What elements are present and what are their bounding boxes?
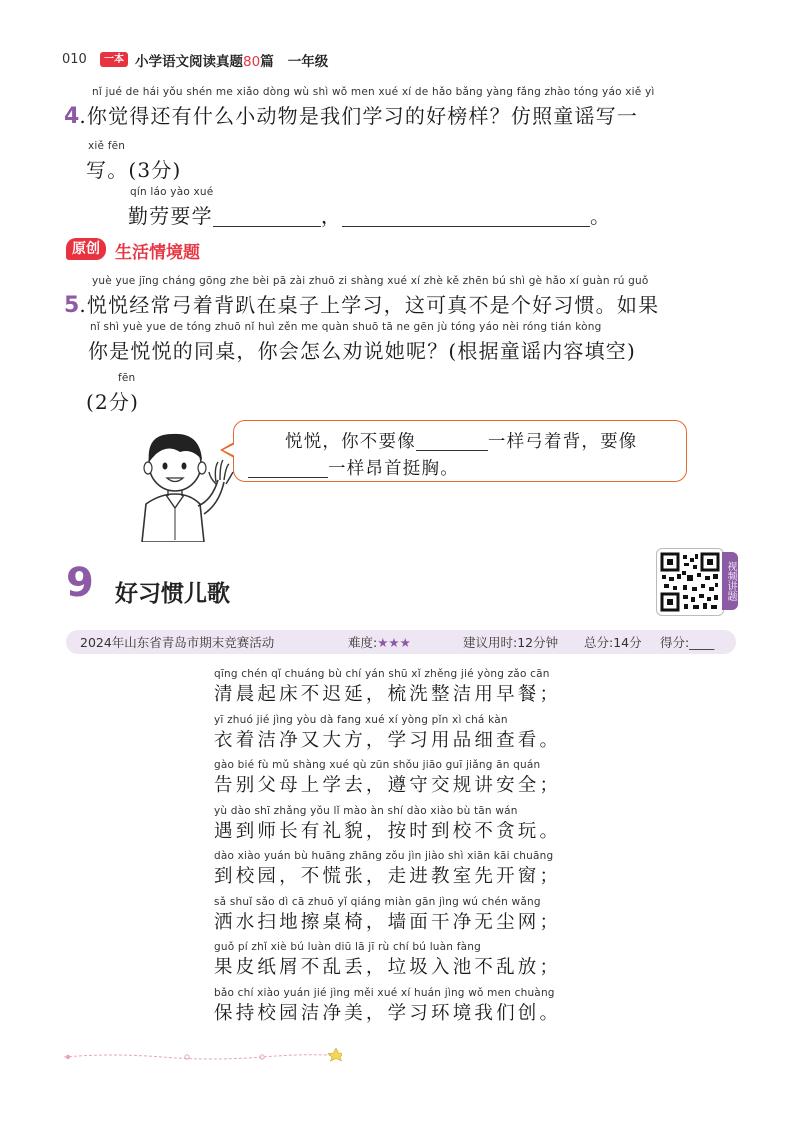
- speech-bubble-tail-inner: [223, 444, 235, 456]
- poem-line-text: 到校园，不慌张，走进教室先开窗；: [214, 866, 562, 887]
- q4-line2-pinyin: xiě fēn: [88, 140, 126, 152]
- q4-line3-pinyin: qín láo yào xué: [130, 186, 214, 198]
- poem-line-text: 清晨起床不迟延，梳洗整洁用早餐；: [214, 684, 562, 705]
- poem-line: [214, 759, 561, 805]
- poem-line-pinyin: gào bié fù mǔ shàng xué qù zūn shǒu jiāo guī jiǎng ān quán: [214, 759, 541, 771]
- page-number: 010: [62, 52, 87, 67]
- poem-line-pinyin: yù dào shī zhǎng yǒu lǐ mào àn shí dào xiào bù tān wán: [214, 804, 518, 817]
- bubble-line1: [285, 428, 638, 453]
- poem-line-text: 保持校园洁净美，学习环境我们创。: [214, 1002, 562, 1024]
- q4-answer-end: 。: [590, 204, 612, 228]
- q5-line2-pinyin: nǐ shì yuè yue de tóng zhuō nǐ huì zěn me quàn shuō tā ne gēn jù tóng yáo nèi róng tián kòng: [90, 321, 602, 333]
- difficulty-stars: ★★★: [377, 635, 411, 650]
- poem-line: [214, 987, 561, 1033]
- poem-line-pinyin: sǎ shuǐ sǎo dì cā zhuō yǐ qiáng miàn gān jìng wú chén wǎng: [214, 895, 541, 908]
- poem-line-text: 衣着洁净又大方，学习用品细查看。: [214, 729, 562, 751]
- question-5-number: 5: [64, 293, 80, 318]
- poem-line-text: 告别父母上学去，遵守交规讲安全；: [214, 775, 562, 796]
- difficulty-label: 难度:: [348, 635, 378, 650]
- book-title-pre: 小学语文阅读真题: [135, 54, 243, 70]
- poem-line: [214, 850, 561, 896]
- question-4-text: .你觉得还有什么小动物是我们学习的好榜样？仿照童谣写一: [79, 104, 639, 128]
- bubble-text-c: 一样昂首挺胸。: [328, 459, 459, 479]
- question-5-line2: 你是悦悦的同桌，你会怎么劝说她呢？(根据童谣内容填空): [88, 339, 637, 363]
- q5-line3-pinyin: fēn: [118, 372, 136, 384]
- q4-answer-prefix: 勤劳要学: [128, 204, 213, 228]
- q4-line1-pinyin: nǐ jué de hái yǒu shén me xiǎo dòng wù shì wǒ men xué xí de hǎo bǎng yàng fǎng zhào tóng yáo xiě yì: [92, 86, 655, 98]
- decorative-divider: [62, 1048, 342, 1062]
- question-4-score: 写。(3分): [86, 158, 182, 182]
- poem-line: [214, 896, 561, 942]
- book-title: [135, 50, 328, 70]
- poem-line-pinyin: bǎo chí xiào yuán jié jìng měi xué xí huán jìng wǒ men chuàng: [214, 986, 555, 999]
- book-title-post: 篇: [260, 54, 274, 70]
- grade-label: 一年级: [287, 54, 329, 70]
- poem-line: [214, 941, 561, 987]
- poem-line: [214, 668, 561, 714]
- video-explain-tab[interactable]: 视频讲题: [722, 552, 738, 610]
- bubble-text-a: 悦悦，你不要像: [285, 432, 416, 452]
- poem-line-text: 遇到师长有礼貌，按时到校不贪玩。: [214, 820, 562, 842]
- boy-illustration: [120, 422, 235, 542]
- poem-line-text: 洒水扫地擦桌椅，墙面干净无尘网；: [214, 911, 562, 933]
- bubble-line2: [248, 455, 459, 480]
- question-5-score: (2分): [86, 390, 140, 414]
- q5-blank-1[interactable]: [416, 432, 488, 451]
- q4-answer-comma: ，: [320, 204, 343, 228]
- lesson-title: 好习惯儿歌: [115, 581, 230, 607]
- section-title: 生活情境题: [115, 243, 200, 263]
- lesson-total-score: 总分:14分: [584, 635, 642, 650]
- star-icon: [328, 1048, 342, 1061]
- poem-line-pinyin: dào xiào yuán bù huāng zhāng zǒu jìn jiào shì xiān kāi chuāng: [214, 850, 554, 862]
- question-4-number: 4: [64, 104, 80, 129]
- poem-line-text: 果皮纸屑不乱丢，垃圾入池不乱放；: [214, 957, 562, 978]
- poem-line: [214, 714, 561, 760]
- poem-line-pinyin: guǒ pí zhǐ xiè bú luàn diū lā jī rù chí bú luàn fàng: [214, 941, 481, 953]
- qr-code[interactable]: [656, 548, 724, 616]
- question-5-text: .悦悦经常弓着背趴在桌子上学习，这可真不是个好习惯。如果: [79, 293, 660, 317]
- poem-line-pinyin: yī zhuó jié jìng yòu dà fang xué xí yòng pǐn xì chá kàn: [214, 713, 508, 726]
- q5-line1-pinyin: yuè yue jīng cháng gōng zhe bèi pā zài zhuō zi shàng xué xí zhè kě zhēn bú shì gè hǎo xí guàn rú guǒ: [92, 275, 649, 287]
- lesson-suggested-time: 建议用时:12分钟: [463, 635, 559, 650]
- lesson-source: 2024年山东省青岛市期末竞赛活动: [80, 635, 275, 650]
- poem: [214, 668, 561, 1032]
- question-4-line1: [64, 100, 638, 129]
- qr-code-icon: [657, 549, 723, 615]
- q4-blank-1[interactable]: [213, 208, 321, 227]
- original-badge: 原创: [66, 238, 106, 260]
- q4-blank-2[interactable]: [342, 208, 590, 227]
- bubble-text-b: 一样弓着背，要像: [487, 432, 638, 452]
- q5-blank-2[interactable]: [248, 459, 328, 478]
- lesson-number: 9: [66, 560, 94, 606]
- lesson-score-field[interactable]: 得分:____: [660, 635, 715, 650]
- brand-badge: 一本: [100, 52, 128, 67]
- question-5-line1: [64, 289, 659, 318]
- q4-answer-line: [128, 200, 611, 229]
- book-title-num: 80: [243, 54, 261, 70]
- lesson-difficulty: [348, 633, 411, 651]
- poem-line-pinyin: qīng chén qǐ chuáng bù chí yán shū xǐ zhěng jié yòng zǎo cān: [214, 668, 550, 680]
- poem-line: [214, 805, 561, 851]
